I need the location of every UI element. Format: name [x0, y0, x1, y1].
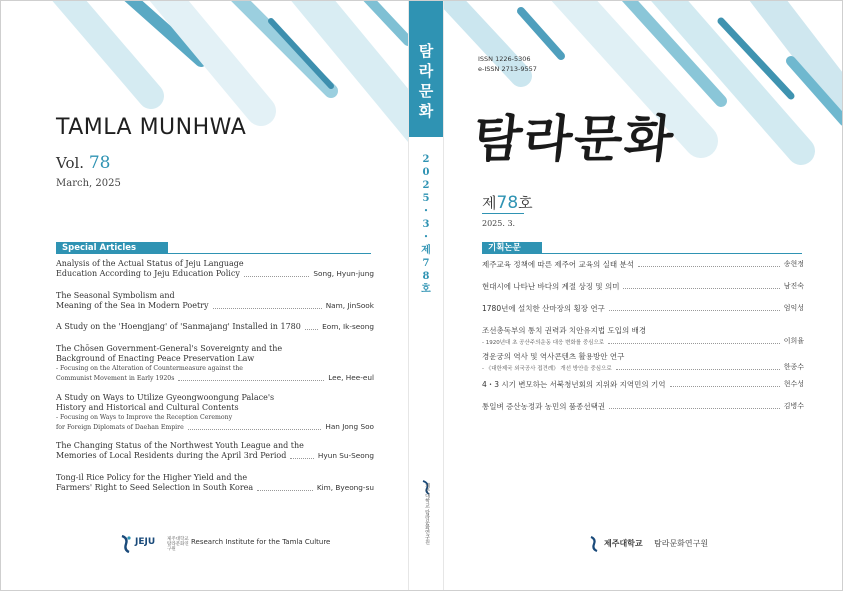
- spine-volume-char: ・: [421, 206, 431, 217]
- spine-title-char: 라: [418, 62, 434, 80]
- leader-dots: [244, 276, 310, 277]
- institute-logo: [119, 533, 331, 559]
- article-title-line: A Study on Ways to Utilize Gyeongwoongung Palace's: [56, 393, 275, 402]
- front-article-author: 한종수: [783, 363, 804, 371]
- leader-dots: [257, 490, 313, 491]
- front-article-title: 통일벼 증산농정과 농민의 품종선택권: [482, 402, 606, 411]
- jeju-logo-icon: [119, 535, 133, 553]
- article-title-line: The Changing Status of the Northwest Youth League and the: [56, 441, 304, 450]
- article-title-line: The Chōsen Government-General's Sovereignty and the: [56, 344, 283, 353]
- front-article-row: [482, 281, 804, 292]
- spine-title-char: 문: [418, 82, 434, 100]
- article-last-line: [56, 322, 374, 332]
- leader-dots: [623, 288, 779, 289]
- front-article-author: 김병수: [783, 402, 804, 410]
- leader-dots: [638, 266, 780, 267]
- article-subtitle: - Focusing on Ways to Improve the Reception Ceremony: [56, 414, 233, 421]
- front-article-subtitle: - 《대한제국 외국공사 접견례》 개선 방안을 중심으로: [482, 366, 612, 372]
- front-article-row: [482, 401, 804, 412]
- cover-title: 탐라문화: [470, 110, 678, 168]
- issue-underline: [482, 213, 524, 214]
- logo-jeju-text: JEJU: [135, 537, 156, 547]
- eissn: e-ISSN 2713-9557: [478, 65, 537, 73]
- front-article-title: 현대시에 나타난 바다의 계절 상징 및 의미: [482, 282, 620, 291]
- university-logo-icon: [588, 536, 600, 552]
- article-entry: [56, 393, 374, 432]
- article-title-line: The Seasonal Symbolism and: [56, 291, 175, 300]
- issue-prefix: 제: [482, 194, 497, 212]
- front-article-title: 제주교육 정책에 따른 제주어 교육의 실태 분석: [482, 260, 634, 269]
- article-last-line: [56, 373, 374, 383]
- leader-dots: [305, 329, 318, 330]
- spine-volume: [409, 153, 443, 296]
- front-article-subtitle: - 1920년대 초 공산주의운동 대응 변화를 중심으로: [482, 340, 605, 346]
- article-author: Hyun Su-Seong: [317, 451, 374, 460]
- logo-university-text: 제주대학교: [604, 539, 643, 548]
- spine-volume-char: 8: [422, 271, 430, 282]
- spine-volume-char: 2: [422, 154, 430, 165]
- front-article-row: [482, 336, 804, 347]
- front-article-row: [482, 362, 804, 373]
- university-logo: [588, 535, 748, 557]
- front-article-author: 송현정: [783, 260, 804, 268]
- issn: ISSN 1226-5306: [478, 55, 531, 63]
- issue-label: [482, 192, 533, 213]
- front-article-entry: [482, 281, 804, 292]
- front-article-row: [482, 325, 804, 336]
- front-article-title: 4・3 시기 변모하는 서북청년회의 지위와 지역민의 기억: [482, 380, 666, 389]
- front-article-author: 현수성: [783, 380, 804, 388]
- front-article-entry: [482, 401, 804, 412]
- front-article-entry: [482, 325, 804, 347]
- article-last-line: [56, 451, 374, 461]
- article-author: Kim, Byeong-su: [316, 483, 374, 492]
- vol-prefix: Vol.: [56, 154, 85, 172]
- article-title-line: Communist Movement in Early 1920s: [56, 375, 175, 382]
- volume-label: [56, 153, 110, 173]
- front-article-entry: [482, 303, 804, 314]
- logo-small-text: 제주대학교 탐라문화연구원: [167, 537, 189, 552]
- article-subtitle: - Focusing on the Alteration of Countermeasure against the: [56, 365, 243, 372]
- article-last-line: [56, 301, 374, 311]
- section-divider: [56, 253, 371, 254]
- front-article-row: [482, 351, 804, 362]
- front-article-entry: [482, 379, 804, 390]
- leader-dots: [290, 458, 314, 459]
- article-title-line: Tong-il Rice Policy for the Higher Yield and the: [56, 473, 248, 482]
- spine-title-char: 탐: [418, 42, 434, 60]
- front-article-row: [482, 259, 804, 270]
- spine-volume-char: 5: [422, 193, 430, 204]
- leader-dots: [609, 408, 780, 409]
- leader-dots: [608, 343, 780, 344]
- front-article-author: 남진숙: [783, 282, 804, 290]
- article-entry: [56, 322, 374, 332]
- spine-volume-char: 0: [422, 167, 430, 178]
- article-author: Lee, Hee-eul: [328, 373, 374, 382]
- leader-dots: [178, 380, 324, 381]
- issue-suffix: 호: [518, 194, 533, 212]
- issn-block: [478, 54, 537, 74]
- issue-number: 78: [496, 193, 519, 213]
- spine-title-char: 화: [418, 102, 434, 120]
- spine-title: [409, 41, 443, 121]
- spine-volume-char: 제: [421, 245, 431, 256]
- spine-volume-char: 7: [422, 258, 430, 269]
- article-title-line: A Study on the 'Hoengjang' of 'Sanmajang' Installed in 1780: [56, 322, 301, 331]
- front-article-entry: [482, 351, 804, 373]
- leader-dots: [188, 429, 322, 430]
- article-title-line: Memories of Local Residents during the April 3rd Period: [56, 451, 287, 460]
- article-author: Han Jong Soo: [325, 422, 374, 431]
- front-section-divider: [482, 253, 802, 254]
- article-entry: [56, 441, 374, 461]
- leader-dots: [670, 386, 780, 387]
- spine-volume-char: 2: [422, 180, 430, 191]
- article-entry: [56, 473, 374, 493]
- spine-volume-char: 호: [421, 284, 431, 295]
- front-article-row: [482, 379, 804, 390]
- section-label: Special Articles: [56, 242, 168, 254]
- issue-date: March, 2025: [56, 178, 121, 189]
- front-section-label: 기획논문: [482, 242, 542, 254]
- article-last-line: [56, 269, 374, 279]
- article-title-line: Meaning of the Sea in Modern Poetry: [56, 301, 209, 310]
- article-title-line: Background of Enacting Peace Preservation Law: [56, 354, 255, 363]
- logo-front-institute-text: 탐라문화연구원: [654, 539, 709, 548]
- leader-dots: [609, 310, 780, 311]
- article-author: Song, Hyun-jung: [313, 269, 374, 278]
- article-title-line: Education According to Jeju Education Policy: [56, 269, 240, 278]
- article-title-line: Analysis of the Actual Status of Jeju Language: [56, 259, 244, 268]
- article-author: Nam, JinSook: [325, 301, 374, 310]
- front-date: 2025. 3.: [482, 219, 516, 228]
- logo-institute-text: Research Institute for the Tamla Culture: [191, 538, 331, 546]
- article-title-line: History and Historical and Cultural Contents: [56, 403, 239, 412]
- article-last-line: [56, 422, 374, 432]
- article-entry: [56, 259, 374, 279]
- front-article-row: [482, 303, 804, 314]
- front-article-author: 엄익성: [783, 304, 804, 312]
- article-entry: [56, 344, 374, 383]
- front-article-title: 경운궁의 역사 및 역사콘텐츠 활용방안 연구: [482, 352, 625, 361]
- leader-dots: [616, 369, 780, 370]
- spine-logo-text: 제주대학교 탐라문화연구원: [424, 483, 430, 545]
- front-article-title: 1780년에 설치한 산마장의 횡장 연구: [482, 304, 605, 313]
- front-cover: [442, 1, 842, 590]
- leader-dots: [213, 308, 322, 309]
- article-entry: [56, 291, 374, 311]
- spine-volume-char: ・: [421, 232, 431, 243]
- back-cover: [1, 1, 408, 590]
- vol-number: 78: [88, 153, 111, 173]
- front-article-title: 조선총독부의 통치 권력과 치안유지법 도입의 배경: [482, 326, 647, 335]
- article-author: Eom, Ik-seong: [322, 322, 374, 331]
- front-article-author: 이희율: [783, 337, 804, 345]
- front-article-entry: [482, 259, 804, 270]
- spine: [408, 1, 444, 590]
- article-title-line: for Foreign Diplomats of Daehan Empire: [56, 424, 184, 431]
- article-title-line: Farmers' Right to Seed Selection in South Korea: [56, 483, 254, 492]
- article-last-line: [56, 483, 374, 493]
- spine-volume-char: 3: [422, 219, 430, 230]
- journal-title: TAMLA MUNHWA: [56, 115, 247, 140]
